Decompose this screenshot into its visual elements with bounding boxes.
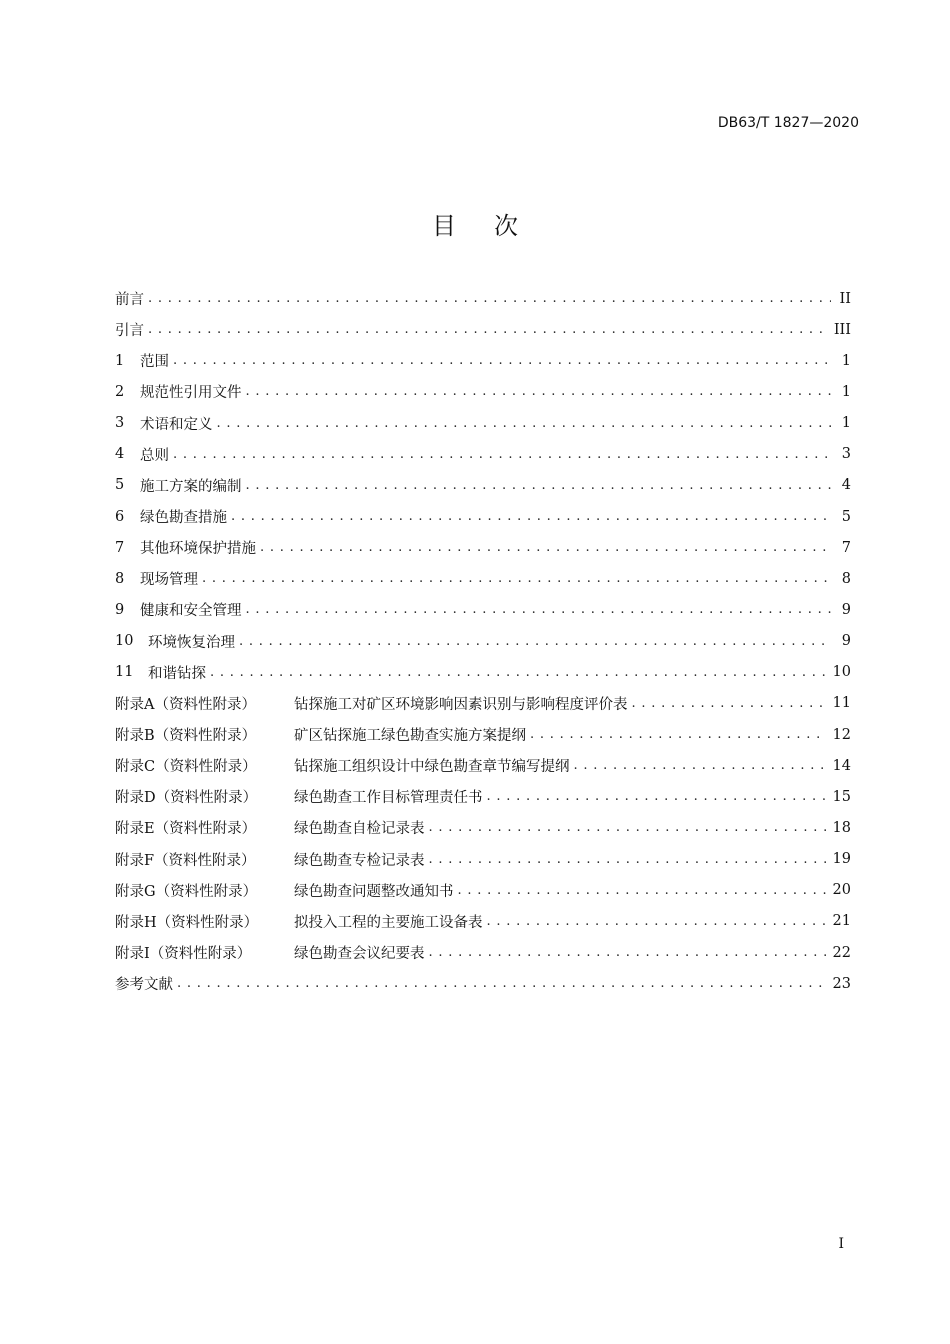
toc-appendix-prefix: 附录G（资料性附录） <box>115 883 258 900</box>
toc-page-number: 23 <box>832 975 851 992</box>
toc-label: 总则 <box>140 447 169 464</box>
toc-entry[interactable] <box>115 626 851 657</box>
dot-leader <box>202 571 831 586</box>
toc-section-number: 6 <box>115 508 125 525</box>
toc-section-number: 4 <box>115 446 125 463</box>
toc-entry[interactable] <box>115 875 851 906</box>
dot-leader <box>239 634 831 649</box>
dot-leader <box>246 384 832 399</box>
toc-section-number: 10 <box>115 633 134 650</box>
toc-entry[interactable] <box>115 657 851 688</box>
dot-leader <box>429 945 827 960</box>
dot-leader <box>487 789 827 804</box>
dot-leader <box>246 478 832 493</box>
toc-page-number: 10 <box>832 664 851 681</box>
toc-label: 绿色勘查问题整改通知书 <box>294 883 454 900</box>
toc-entry[interactable] <box>115 314 851 345</box>
dot-leader <box>246 602 832 617</box>
toc-page-number: 1 <box>841 352 851 369</box>
toc-page-number: 4 <box>841 477 851 494</box>
toc-appendix-prefix: 附录I（资料性附录） <box>115 946 252 963</box>
toc-appendix-prefix: 附录F（资料性附录） <box>115 852 256 869</box>
toc-entry[interactable] <box>115 283 851 314</box>
dot-leader <box>148 322 828 337</box>
toc-entry[interactable] <box>115 968 851 999</box>
toc-page-number: 18 <box>832 819 851 836</box>
toc-entry[interactable] <box>115 688 851 719</box>
toc-label: 绿色勘查会议纪要表 <box>294 946 425 963</box>
toc-entry[interactable] <box>115 439 851 470</box>
dot-leader <box>148 291 831 306</box>
toc-appendix-prefix: 附录C（资料性附录） <box>115 759 257 776</box>
toc-appendix-prefix: 附录H（资料性附录） <box>115 914 259 931</box>
toc-entry[interactable] <box>115 719 851 750</box>
toc-label: 绿色勘查自检记录表 <box>294 821 425 838</box>
dot-leader <box>574 758 827 773</box>
dot-leader <box>217 416 832 431</box>
dot-leader <box>530 727 827 742</box>
toc-page-number: 11 <box>832 695 851 712</box>
toc-section-number: 7 <box>115 539 125 556</box>
toc-label: 绿色勘查专检记录表 <box>294 852 425 869</box>
toc-label: 范围 <box>140 354 169 371</box>
toc-page-number: 8 <box>841 570 851 587</box>
toc-label: 和谐钻探 <box>148 665 206 682</box>
toc-page-number: 3 <box>841 446 851 463</box>
toc-entry[interactable] <box>115 345 851 376</box>
dot-leader <box>458 883 827 898</box>
toc-label: 现场管理 <box>140 572 198 589</box>
toc-section-number: 3 <box>115 415 125 432</box>
toc-label: 术语和定义 <box>140 416 213 433</box>
toc-label: 施工方案的编制 <box>140 478 242 495</box>
toc-entry[interactable] <box>115 937 851 968</box>
dot-leader <box>173 447 831 462</box>
toc-label: 矿区钻探施工绿色勘查实施方案提纲 <box>294 728 526 745</box>
toc-label: 其他环境保护措施 <box>140 541 256 558</box>
toc-entry[interactable] <box>115 844 851 875</box>
document-code: DB63/T 1827—2020 <box>717 115 859 131</box>
toc-label: 参考文献 <box>115 977 173 994</box>
toc-entry[interactable] <box>115 532 851 563</box>
toc-page-number: II <box>839 290 851 307</box>
toc-section-number: 5 <box>115 477 125 494</box>
toc-label: 绿色勘查工作目标管理责任书 <box>294 790 483 807</box>
toc-page-number: 7 <box>841 539 851 556</box>
toc-label: 钻探施工组织设计中绿色勘查章节编写提纲 <box>294 759 570 776</box>
toc-entry[interactable] <box>115 750 851 781</box>
toc-entry[interactable] <box>115 470 851 501</box>
toc-label: 环境恢复治理 <box>148 634 235 651</box>
dot-leader <box>632 696 827 711</box>
toc-entry[interactable] <box>115 906 851 937</box>
dot-leader <box>429 852 827 867</box>
toc-appendix-prefix: 附录B（资料性附录） <box>115 728 257 745</box>
dot-leader <box>173 353 831 368</box>
dot-leader <box>260 540 831 555</box>
toc-page-number: 1 <box>841 415 851 432</box>
toc-section-number: 2 <box>115 383 125 400</box>
toc-entry[interactable] <box>115 594 851 625</box>
toc-entry[interactable] <box>115 501 851 532</box>
toc-page-number: 12 <box>832 726 851 743</box>
page-number: I <box>838 1236 844 1252</box>
toc-page-number: 22 <box>832 944 851 961</box>
toc-page-number: III <box>833 321 851 338</box>
toc-label: 拟投入工程的主要施工设备表 <box>294 914 483 931</box>
toc-label: 绿色勘查措施 <box>140 510 227 527</box>
dot-leader <box>231 509 831 524</box>
toc-page-number: 21 <box>832 913 851 930</box>
dot-leader <box>487 914 827 929</box>
toc-page-number: 1 <box>841 383 851 400</box>
dot-leader <box>210 665 827 680</box>
toc-page-number: 9 <box>841 601 851 618</box>
toc-entry[interactable] <box>115 376 851 407</box>
toc-section-number: 1 <box>115 352 125 369</box>
toc-label: 前言 <box>115 292 144 309</box>
toc-section-number: 8 <box>115 570 125 587</box>
toc-section-number: 9 <box>115 601 125 618</box>
toc-label: 健康和安全管理 <box>140 603 242 620</box>
toc-entry[interactable] <box>115 408 851 439</box>
dot-leader <box>177 976 827 991</box>
toc-section-number: 11 <box>115 664 134 681</box>
toc-page-number: 5 <box>841 508 851 525</box>
toc-appendix-prefix: 附录E（资料性附录） <box>115 821 257 838</box>
toc-appendix-prefix: 附录D（资料性附录） <box>115 790 258 807</box>
toc-entry[interactable] <box>115 563 851 594</box>
toc-entry[interactable] <box>115 781 851 812</box>
toc-page-number: 9 <box>841 633 851 650</box>
dot-leader <box>429 820 827 835</box>
toc-label: 引言 <box>115 323 144 340</box>
toc-entry[interactable] <box>115 812 851 843</box>
toc-label: 钻探施工对矿区环境影响因素识别与影响程度评价表 <box>294 696 628 713</box>
toc-label: 规范性引用文件 <box>140 385 242 402</box>
toc-page-number: 15 <box>832 788 851 805</box>
toc-page-number: 19 <box>832 851 851 868</box>
table-of-contents <box>115 283 851 999</box>
toc-page-number: 20 <box>832 882 851 899</box>
page-title: 目次 <box>432 212 556 240</box>
toc-appendix-prefix: 附录A（资料性附录） <box>115 696 256 713</box>
toc-page-number: 14 <box>832 757 851 774</box>
